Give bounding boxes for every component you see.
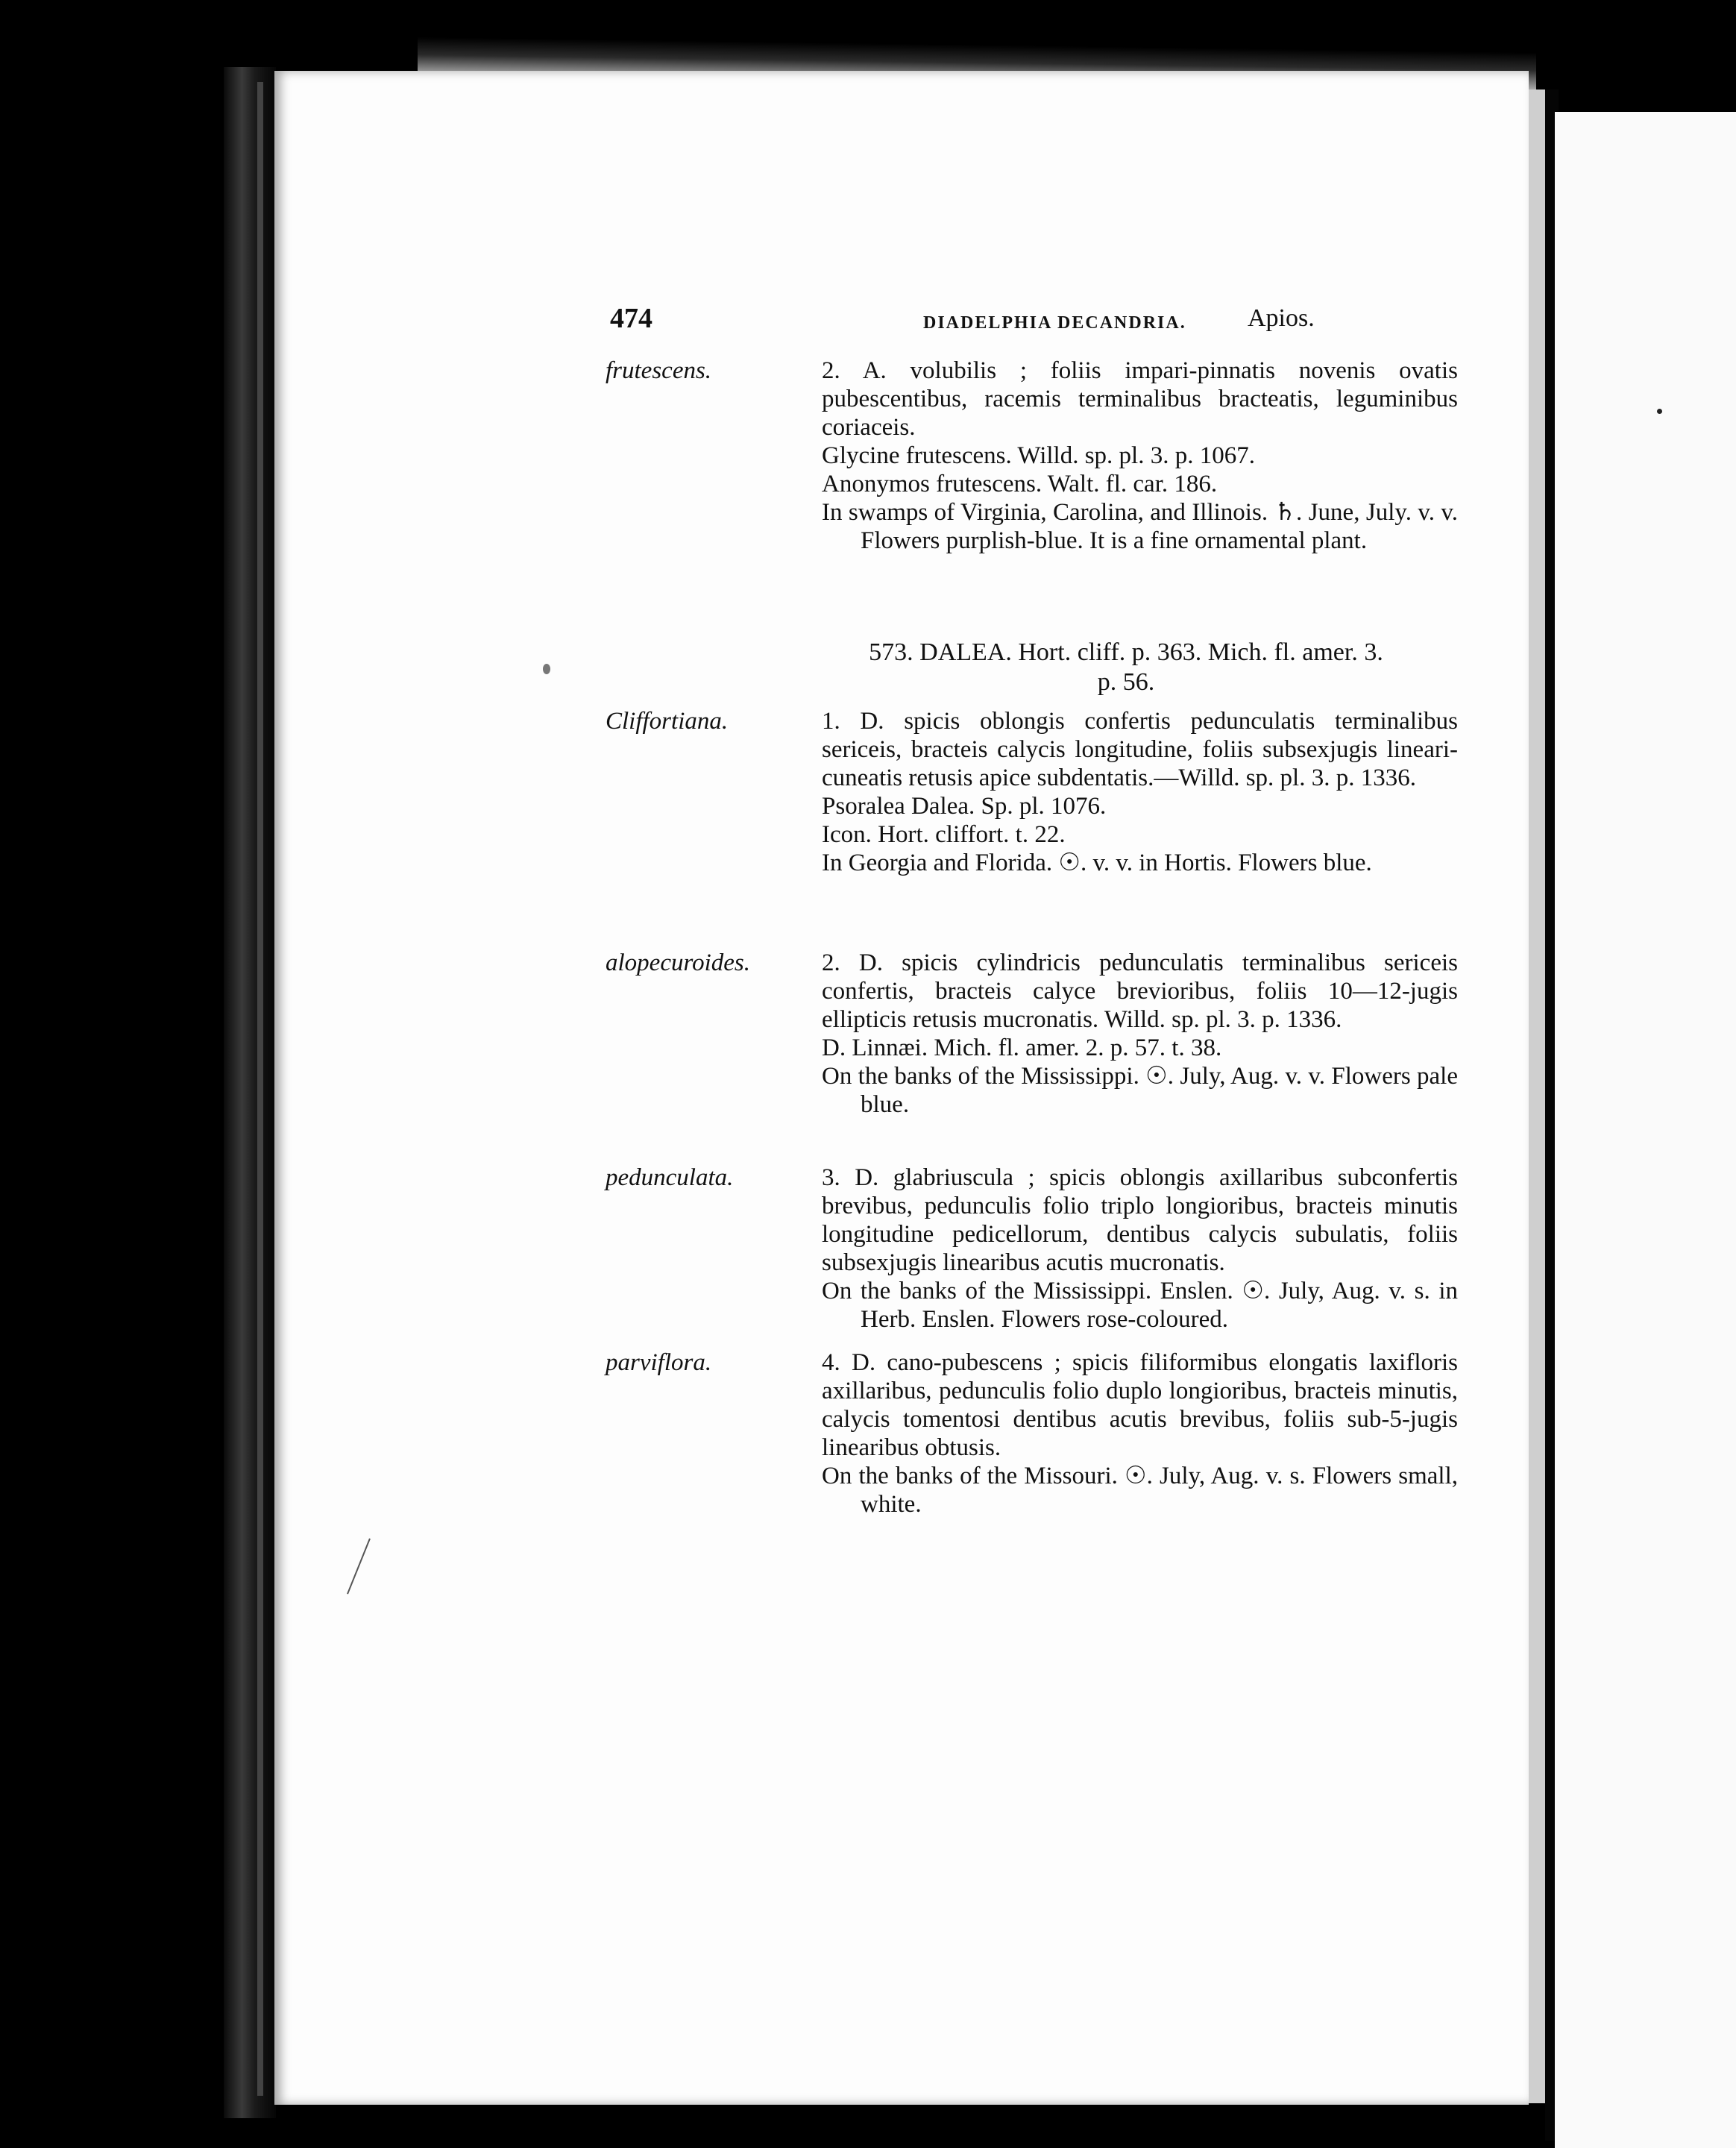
entry-description: 2. D. spicis cylindricis pedunculatis terminalibus sericeis confertis, bracteis calyce brevioribus, foliis 10—12-jugis ellipticis retusis mucronatis. Willd. sp. pl. 3. p. 1336. xyxy=(822,949,1458,1033)
genus-heading xyxy=(790,638,1462,697)
synonym: D. Linnæi. Mich. fl. amer. 2. p. 57. t. 38. xyxy=(822,1034,1222,1061)
habitat-note: In swamps of Virginia, Carolina, and Illinois. ♄. June, July. v. v. Flowers purplish-blue. It is a fine ornamental plant. xyxy=(822,499,1458,554)
species-entry xyxy=(783,357,1458,555)
entry-description: 4. D. cano-pubescens ; spicis filiformibus elongatis laxifloris axillaribus, pedunculis folio duplo longioribus, bracteis minutis, calycis tomentosi dentibus acutis brevibus, foliis sub-5-jugis linearibus obtusis. xyxy=(822,1349,1458,1461)
habitat-note: On the banks of the Missouri. ☉. July, Aug. v. s. Flowers small, white. xyxy=(822,1463,1458,1518)
synonym: Psoralea Dalea. Sp. pl. 1076. xyxy=(822,793,1107,820)
synonym: Anonymos frutescens. Walt. fl. car. 186. xyxy=(822,471,1218,497)
habitat-note: On the banks of the Mississippi. Enslen. ☉. July, Aug. v. s. in Herb. Enslen. Flowers rose-coloured. xyxy=(822,1278,1458,1333)
species-name: frutescens. xyxy=(606,357,712,384)
running-title: DIADELPHIA DECANDRIA. xyxy=(923,313,1186,333)
habitat-note: In Georgia and Florida. ☉. v. v. in Hortis. Flowers blue. xyxy=(822,850,1372,876)
species-name: pedunculata. xyxy=(606,1164,734,1191)
running-genus: Apios. xyxy=(1248,304,1315,332)
synonym: Glycine frutescens. Willd. sp. pl. 3. p. 1067. xyxy=(822,442,1255,469)
species-name: Cliffortiana. xyxy=(606,708,729,735)
entry-description: 3. D. glabriuscula ; spicis oblongis axillaribus subconfertis brevibus, pedunculis folio triplo longioribus, bracteis minutis longitudine pedicellorum, dentibus calycis subulatis, foliis subsexjugis linearibus acutis mucronatis. xyxy=(822,1164,1458,1276)
species-entry xyxy=(783,949,1458,1119)
synonym: Icon. Hort. cliffort. t. 22. xyxy=(822,821,1066,848)
species-entry xyxy=(783,1348,1458,1519)
entry-description: 1. D. spicis oblongis confertis pedunculatis terminalibus sericeis, bracteis calycis longitudine, foliis subsexjugis lineari-cuneatis retusis apice subdentatis.—Willd. sp. pl. 3. p. 1336. xyxy=(822,708,1458,791)
running-header xyxy=(610,304,1356,342)
species-entry xyxy=(783,707,1458,877)
page-number: 474 xyxy=(610,303,652,334)
species-name: parviflora. xyxy=(606,1349,712,1376)
habitat-note: On the banks of the Mississippi. ☉. July, Aug. v. v. Flowers pale blue. xyxy=(822,1063,1458,1118)
species-entry xyxy=(783,1164,1458,1334)
genus-heading-line: 573. DALEA. Hort. cliff. p. 363. Mich. fl. amer. 3. xyxy=(869,638,1383,666)
species-name: alopecuroides. xyxy=(606,949,750,976)
genus-heading-line: p. 56. xyxy=(1097,668,1155,696)
entry-description: 2. A. volubilis ; foliis impari-pinnatis novenis ovatis pubescentibus, racemis terminalibus bracteatis, leguminibus coriaceis. xyxy=(822,357,1458,441)
